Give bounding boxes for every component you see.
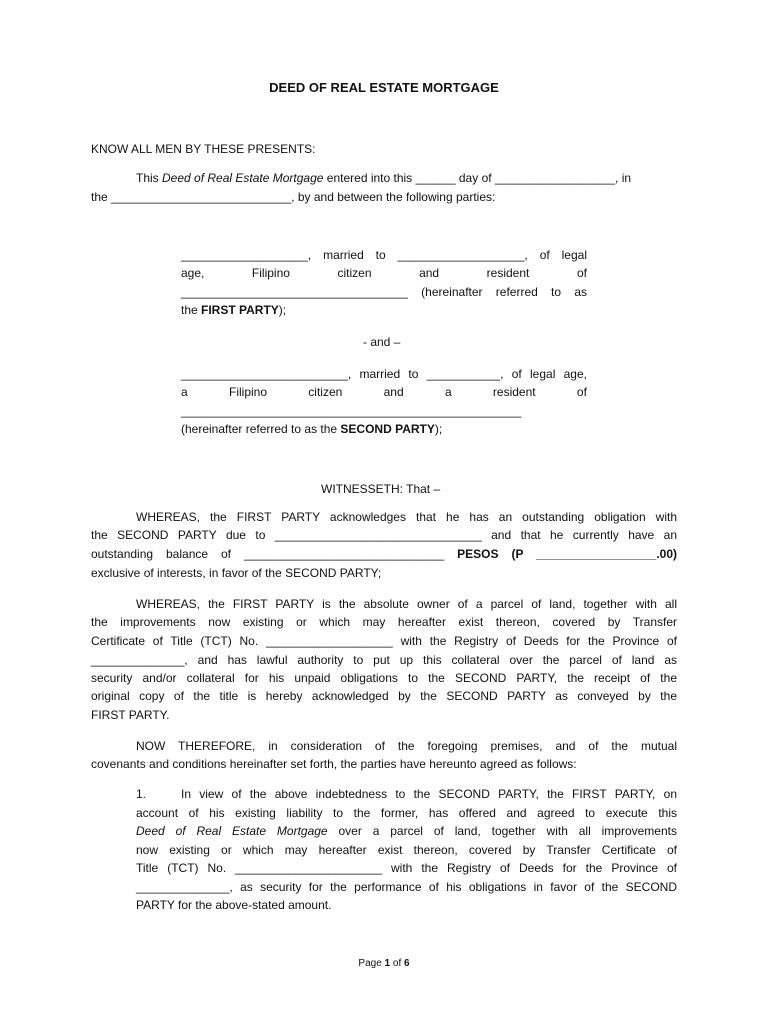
second-party-line-3: ___________________________________________________ <box>181 404 522 418</box>
item1-line-3: Deed of Real Estate Mortgage over a parcel of land, together with all improvements <box>136 824 677 838</box>
first-party-line-4: the FIRST PARTY); <box>181 303 287 317</box>
whereas2-line-7: FIRST PARTY. <box>91 708 170 722</box>
item1-line-1: In view of the above indebtedness to the SECOND PARTY, the FIRST PARTY, on <box>181 787 677 801</box>
second-party-line-2: a Filipino citizen and a resident of <box>181 385 587 399</box>
now-therefore-line-2: covenants and conditions hereinafter set forth, the parties have hereunto agreed as follows: <box>91 757 577 771</box>
item1-line-6: ______________, as security for the performance of his obligations in favor of the SECOND <box>136 880 677 894</box>
deed-name-italic: Deed of Real Estate Mortgage <box>162 171 324 185</box>
whereas2-line-3: Certificate of Title (TCT) No. ___________________ with the Registry of Deeds for the Province of <box>91 634 677 648</box>
item1-line-7: PARTY for the above-stated amount. <box>136 898 332 912</box>
page-total: 6 <box>404 958 410 969</box>
item1-line-4: now existing or which may hereafter exist thereon, covered by Transfer Certificate of <box>136 843 677 857</box>
first-party-line-1: ___________________, married to ___________________, of legal <box>181 248 587 262</box>
second-party-label: SECOND PARTY <box>340 422 435 436</box>
page-footer: Page 1 of 6 <box>358 958 410 969</box>
first-party-line-2: age, Filipino citizen and resident of <box>181 266 587 280</box>
deed-name-italic-2: Deed of Real Estate Mortgage <box>136 824 328 838</box>
first-party-label: FIRST PARTY <box>201 303 279 317</box>
second-party-line-1: _________________________, married to ___________, of legal age, <box>181 367 587 381</box>
document-title: DEED OF REAL ESTATE MORTGAGE <box>269 80 499 95</box>
intro-line-2: the ___________________________, by and between the following parties: <box>91 190 496 204</box>
whereas2-line-5: security and/or collateral for his unpaid obligations to the SECOND PARTY, the receipt of the <box>91 671 677 685</box>
first-party-line-3: __________________________________ (hereinafter referred to as <box>181 285 587 299</box>
whereas2-line-2: the improvements now existing or which may hereafter exist thereon, covered by Transfer <box>91 615 677 629</box>
item1-line-5: Title (TCT) No. ______________________ with the Registry of Deeds for the Province of <box>136 861 677 875</box>
whereas1-line-1: WHEREAS, the FIRST PARTY acknowledges that he has an outstanding obligation with <box>136 510 677 524</box>
now-therefore-line-1: NOW THEREFORE, in consideration of the foregoing premises, and of the mutual <box>136 739 677 753</box>
intro-line-1: This Deed of Real Estate Mortgage entered into this ______ day of __________________, in <box>136 171 632 185</box>
whereas2-line-6: original copy of the title is hereby acknowledged by the SECOND PARTY as conveyed by the <box>91 689 677 703</box>
whereas1-line-3: outstanding balance of ______________________________ PESOS (P __________________.00) <box>91 547 677 561</box>
second-party-line-4: (hereinafter referred to as the SECOND PARTY); <box>181 422 443 436</box>
item1-number: 1. <box>136 787 147 801</box>
item1-line-2: account of his existing liability to the former, has offered and agreed to execute this <box>136 806 677 820</box>
pesos-amount: PESOS (P __________________.00) <box>457 547 677 561</box>
page-number: 1 <box>384 958 391 969</box>
opening-line: KNOW ALL MEN BY THESE PRESENTS: <box>91 142 316 156</box>
whereas1-line-4: exclusive of interests, in favor of the SECOND PARTY; <box>91 566 382 580</box>
whereas2-line-4: ______________, and has lawful authority to put up this collateral over the parcel of land as <box>91 653 677 667</box>
whereas2-line-1: WHEREAS, the FIRST PARTY is the absolute owner of a parcel of land, together with all <box>136 597 677 611</box>
whereas1-line-2: the SECOND PARTY due to _______________________________ and that he currently have an <box>91 528 677 542</box>
witnesseth-heading: WITNESSETH: That – <box>321 482 441 496</box>
and-separator: - and – <box>363 335 401 349</box>
